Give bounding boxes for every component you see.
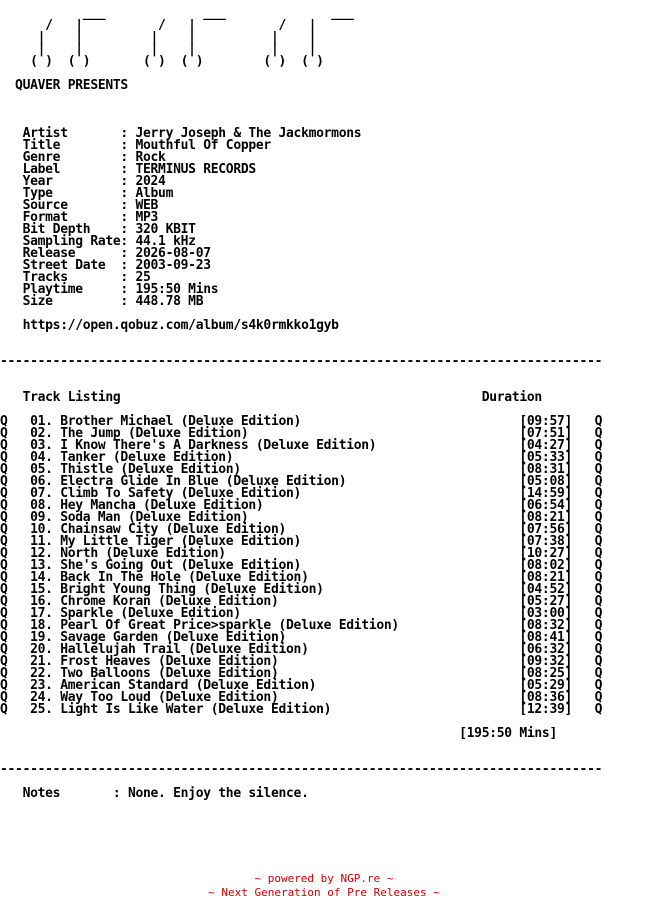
logo-art-line: | | | | | | — [0, 30, 317, 45]
track-row: Q 25. Light Is Like Water (Deluxe Edition) [12:39] Q — [0, 702, 603, 717]
info-row: Label : TERMINUS RECORDS — [0, 162, 256, 177]
track-row: Q 09. Soda Man (Deluxe Edition) [08:21] Q — [0, 510, 603, 525]
track-row: Q 02. The Jump (Deluxe Edition) [07:51] Q — [0, 426, 603, 441]
presents-line: QUAVER PRESENTS — [0, 78, 128, 93]
nfo-document — [0, 8, 648, 800]
blank-line — [0, 104, 648, 116]
track-row: Q 18. Pearl Of Great Price>sparkle (Deluxe Edition) [08:32] Q — [0, 618, 603, 633]
blank-line — [0, 92, 648, 104]
logo-art-line: | | | | | | — [0, 42, 317, 57]
track-row: Q 08. Hey Mancha (Deluxe Edition) [06:54] Q — [0, 498, 603, 513]
total-playtime: [195:50 Mins] — [0, 726, 557, 741]
info-row: Sampling Rate: 44.1 kHz — [0, 234, 196, 249]
info-row: Format : MP3 — [0, 210, 159, 225]
track-row: Q 21. Frost Heaves (Deluxe Edition) [09:32] Q — [0, 654, 603, 669]
info-row: Tracks : 25 — [0, 270, 151, 285]
blank-line — [0, 740, 648, 752]
track-row: Q 10. Chainsaw City (Deluxe Edition) [07:56] Q — [0, 522, 603, 537]
divider: -------------------------------------------------------------------------------- — [0, 762, 603, 777]
logo-art-line: ___ ___ ___ — [0, 6, 354, 21]
info-row: Size : 448.78 MB — [0, 294, 204, 309]
track-row: Q 17. Sparkle (Deluxe Edition) [03:00] Q — [0, 606, 603, 621]
track-row: Q 24. Way Too Loud (Deluxe Edition) [08:36] Q — [0, 690, 603, 705]
track-row: Q 20. Hallelujah Trail (Deluxe Edition) [06:32] Q — [0, 642, 603, 657]
footer-tagline: ~ Next Generation of Pre Releases ~ — [208, 886, 440, 899]
track-row: Q 19. Savage Garden (Deluxe Edition) [08:41] Q — [0, 630, 603, 645]
divider: -------------------------------------------------------------------------------- — [0, 354, 603, 369]
logo-art-line: ( ) ( ) ( ) ( ) ( ) ( ) — [0, 54, 324, 69]
album-url: https://open.qobuz.com/album/s4k0rmkko1gyb — [0, 318, 339, 333]
info-row: Playtime : 195:50 Mins — [0, 282, 219, 297]
track-row: Q 22. Two Balloons (Deluxe Edition) [08:25] Q — [0, 666, 603, 681]
track-row: Q 16. Chrome Koran (Deluxe Edition) [05:27] Q — [0, 594, 603, 609]
info-row: Bit Depth : 320 KBIT — [0, 222, 196, 237]
track-row: Q 04. Tanker (Deluxe Edition) [05:33] Q — [0, 450, 603, 465]
footer-powered-by: ~ powered by NGP.re ~ — [254, 872, 394, 885]
info-row: Genre : Rock — [0, 150, 166, 165]
info-row: Title : Mouthful Of Copper — [0, 138, 271, 153]
info-row: Year : 2024 — [0, 174, 166, 189]
track-row: Q 13. She's Going Out (Deluxe Edition) [08:02] Q — [0, 558, 603, 573]
track-row: Q 23. American Standard (Deluxe Edition) [05:29] Q — [0, 678, 603, 693]
info-row: Street Date : 2003-09-23 — [0, 258, 211, 273]
info-row: Release : 2026-08-07 — [0, 246, 211, 261]
blank-line — [0, 368, 648, 380]
track-listing-header: Track Listing Duration — [0, 390, 542, 405]
track-row: Q 12. North (Deluxe Edition) [10:27] Q — [0, 546, 603, 561]
track-row: Q 14. Back In The Hole (Deluxe Edition) [08:21] Q — [0, 570, 603, 585]
info-row: Source : WEB — [0, 198, 159, 213]
info-row: Artist : Jerry Joseph & The Jackmormons — [0, 126, 362, 141]
track-row: Q 06. Electra Glide In Blue (Deluxe Edition) [05:08] Q — [0, 474, 603, 489]
footer — [0, 872, 648, 900]
track-row: Q 03. I Know There's A Darkness (Deluxe Edition) [04:27] Q — [0, 438, 603, 453]
logo-art-line: / | / | / | — [0, 18, 317, 33]
track-row: Q 01. Brother Michael (Deluxe Edition) [09:57] Q — [0, 414, 603, 429]
track-row: Q 15. Bright Young Thing (Deluxe Edition) [04:52] Q — [0, 582, 603, 597]
notes-row: Notes : None. Enjoy the silence. — [0, 786, 309, 801]
blank-line — [0, 332, 648, 344]
track-row: Q 05. Thistle (Deluxe Edition) [08:31] Q — [0, 462, 603, 477]
info-row: Type : Album — [0, 186, 174, 201]
track-row: Q 07. Climb To Safety (Deluxe Edition) [14:59] Q — [0, 486, 603, 501]
track-row: Q 11. My Little Tiger (Deluxe Edition) [07:38] Q — [0, 534, 603, 549]
